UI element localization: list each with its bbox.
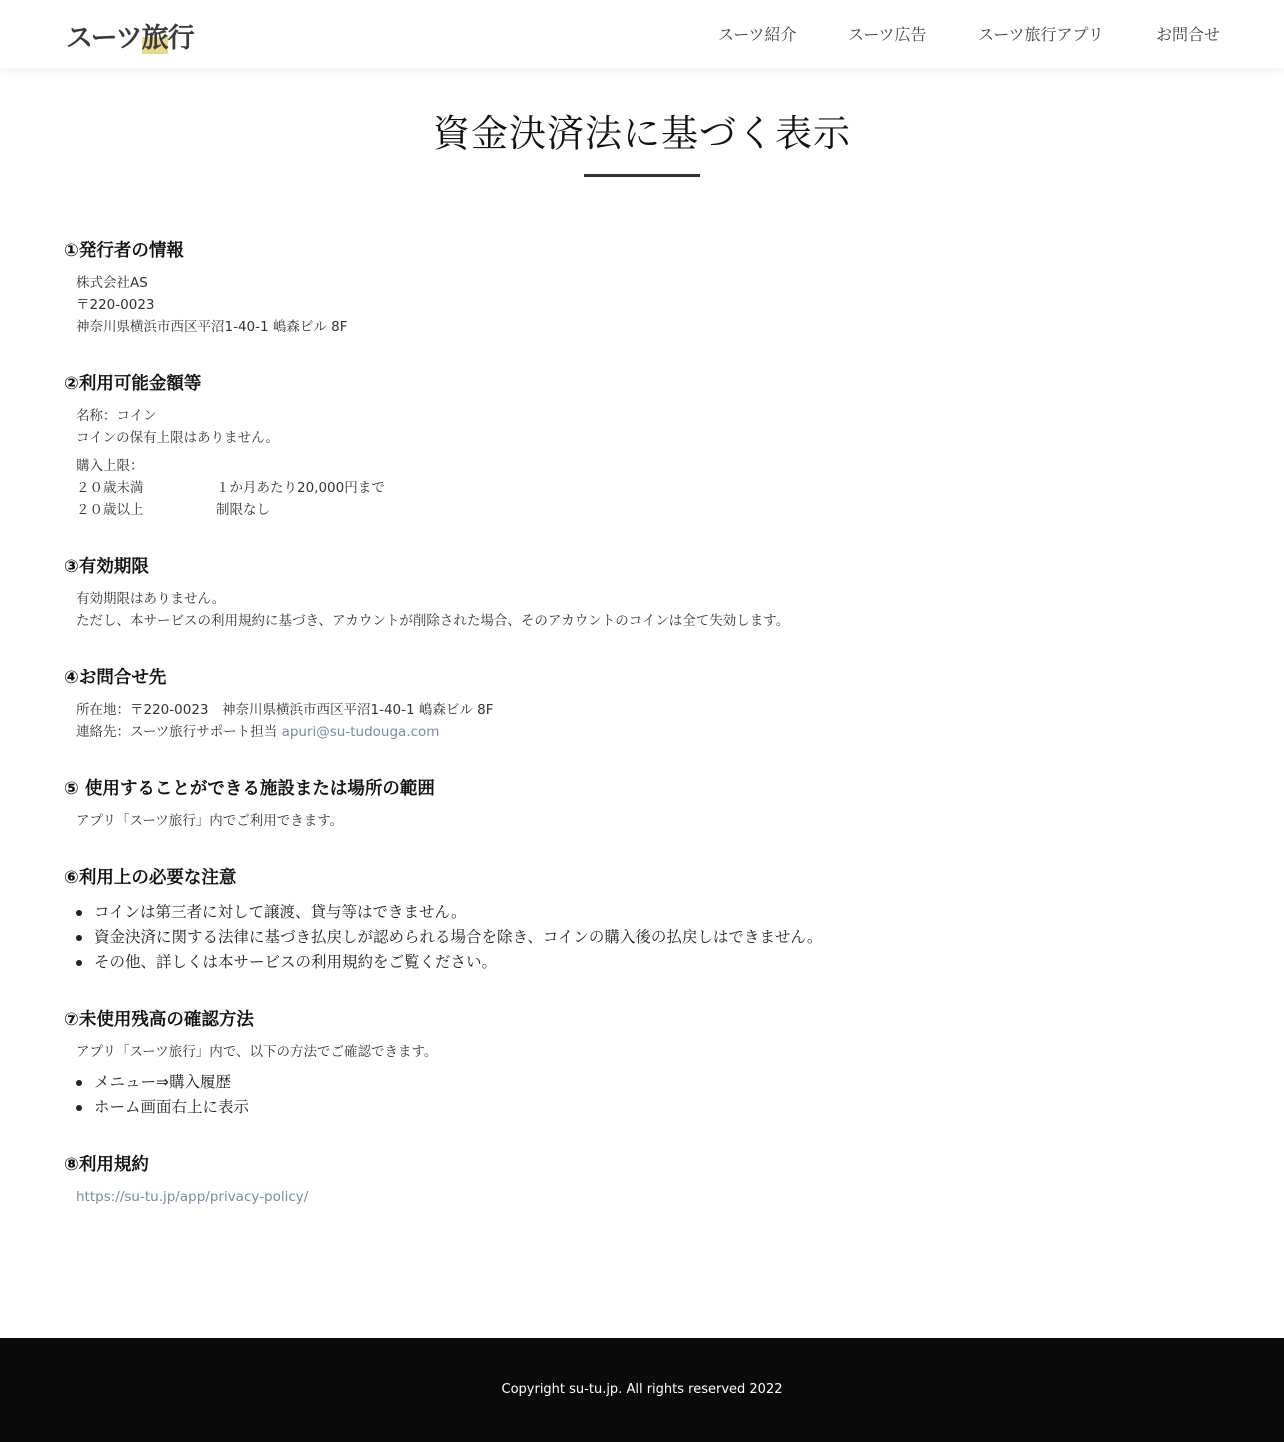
coin-name: 名称：コイン — [76, 408, 157, 424]
issuer-postal-code: 〒220-0023 — [76, 297, 155, 313]
section-heading-issuer: ①発行者の情報 — [64, 241, 184, 261]
section-heading-contact: ④お問合せ先 — [64, 668, 167, 688]
terms-link[interactable]: https://su-tu.jp/app/privacy-policy/ — [76, 1189, 309, 1205]
list-bullet — [76, 935, 82, 941]
contact-prefix: 連絡先：スーツ旅行サポート担当 — [76, 724, 282, 740]
expiry-note: ただし、本サービスの利用規約に基づき、アカウントが削除された場合、そのアカウントのコインは全て失効します。 — [76, 613, 790, 629]
list-bullet — [76, 1080, 82, 1086]
list-item: その他、詳しくは本サービスの利用規約をご覧ください。 — [94, 953, 498, 971]
section-heading-expiry: ③有効期限 — [64, 557, 149, 577]
list-item: コインは第三者に対して譲渡、貸与等はできません。 — [94, 903, 467, 921]
list-bullet — [76, 960, 82, 966]
site-footer — [0, 1338, 1284, 1442]
list-item: メニュー⇒購入履歴 — [94, 1073, 231, 1091]
balance-text: アプリ「スーツ旅行」内で、以下の方法でご確認できます。 — [76, 1044, 438, 1060]
copyright-text: Copyright su-tu.jp. All rights reserved 2022 — [501, 1382, 783, 1397]
title-underline — [584, 174, 700, 177]
issuer-address: 神奈川県横浜市西区平沼1-40-1 嶋森ビル 8F — [76, 319, 348, 335]
logo-text-tail: 行 — [167, 23, 194, 54]
page-title: 資金決済法に基づく表示 — [433, 112, 851, 155]
limit-row-age: ２０歳以上 — [76, 502, 144, 518]
contact-line — [76, 721, 439, 743]
nav-item-travel-app[interactable]: スーツ旅行アプリ — [978, 25, 1104, 44]
section-heading-terms: ⑧利用規約 — [64, 1155, 149, 1175]
coin-holding-limit: コインの保有上限はありません。 — [76, 430, 279, 446]
list-bullet — [76, 910, 82, 916]
contact-email-link[interactable]: apuri@su-tudouga.com — [281, 724, 440, 740]
issuer-company: 株式会社AS — [76, 275, 148, 291]
list-item: ホーム画面右上に表示 — [94, 1098, 250, 1116]
nav-item-suit-intro[interactable]: スーツ紹介 — [718, 25, 797, 44]
logo-text-accent: 旅 — [141, 23, 168, 54]
list-item: 資金決済に関する法律に基づき払戻しが認められる場合を除き、コインの購入後の払戻しはできません。 — [94, 928, 823, 946]
scope-text: アプリ「スーツ旅行」内でご利用できます。 — [76, 813, 344, 829]
site-logo[interactable] — [66, 16, 194, 55]
list-bullet — [76, 1105, 82, 1111]
section-heading-balance: ⑦未使用残高の確認方法 — [64, 1010, 254, 1030]
section-heading-amount: ②利用可能金額等 — [64, 374, 202, 394]
limit-row-value: １か月あたり20,000円まで — [216, 480, 385, 496]
section-heading-scope: ⑤ 使用することができる施設または場所の範囲 — [64, 779, 435, 799]
logo-text-main: スーツ — [66, 23, 142, 54]
limit-row-value: 制限なし — [216, 502, 270, 518]
contact-address: 所在地：〒220-0023 神奈川県横浜市西区平沼1-40-1 嶋森ビル 8F — [76, 702, 494, 718]
expiry-text: 有効期限はありません。 — [76, 591, 226, 607]
nav-item-suit-ads[interactable]: スーツ広告 — [848, 25, 927, 44]
purchase-limit-label: 購入上限： — [76, 458, 144, 474]
nav-item-contact[interactable]: お問合せ — [1156, 25, 1221, 44]
limit-row-age: ２０歳未満 — [76, 480, 144, 496]
site-header — [0, 0, 1284, 68]
section-heading-notes: ⑥利用上の必要な注意 — [64, 868, 237, 888]
